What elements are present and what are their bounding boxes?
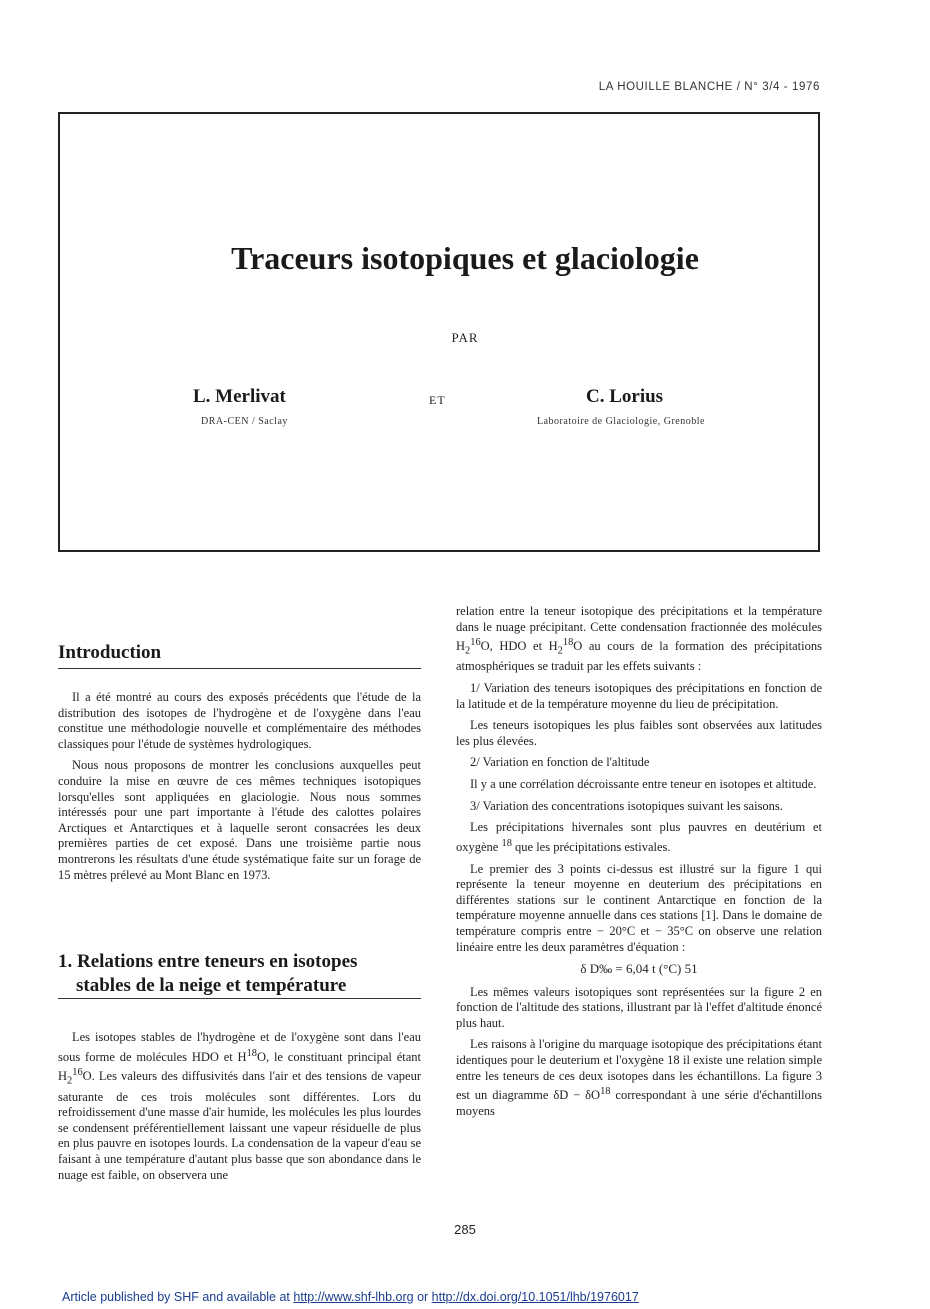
author-merlivat: L. Merlivat	[193, 386, 286, 407]
section1-heading	[58, 950, 421, 998]
text-run: O. Les valeurs des diffusivités dans l'air et des tensions de vapeur saturante de ces trois molécules sont différentes. Lors du refroidissement d'une masse d'air humide, les molécules les plus lourdes se condensent préférentiellement laissant une vapeur résiduelle de plus en plus pauvre en isotopes lourds. La condensation de la vapeur d'eau se faisant à une température d'autant plus basse que son abondance dans le nuage est faible, on observera une	[58, 1069, 421, 1182]
superscript: 16	[470, 637, 481, 649]
footer-middle: or	[413, 1290, 432, 1304]
introduction-rule	[58, 668, 421, 669]
journal-header: LA HOUILLE BLANCHE / N° 3/4 - 1976	[598, 81, 820, 93]
section1-body	[58, 1030, 421, 1189]
par-label: PAR	[451, 330, 479, 345]
effect-item-2: 2/ Variation en fonction de l'altitude	[470, 755, 650, 770]
intro-paragraph: Nous nous proposons de montrer les conclusions auxquelles peut conduire la mise en œuvre de ces mêmes techniques isotopiques lorsqu'elles sont appliquées en glaciologie. Nous nous sommes intéressés pour une part importante à l'étude des calottes polaires Arctiques et Antarctiques et à laquelle seront consacrées les deux premières parties de cet exposé. Dans une troisième partie nous montrerons les résultats d'une étude systématique faite sur un forage de 15 mètres prélevé au Mont Blanc en 1973.	[58, 758, 421, 882]
intro-paragraph: Il a été montré au cours des exposés précédents que l'étude de la distribution des isotopes de l'hydrogène et de l'oxygène dans l'eau constitue une méthodologie nouvelle et complémentaire des méthodes classiques pour l'étude de systèmes hydrologiques.	[58, 690, 421, 751]
figure2-paragraph: Les mêmes valeurs isotopiques sont représentées sur la figure 2 en fonction de l'altitude des stations, illustrant par là l'effet d'altitude énoncé plus haut.	[456, 984, 822, 1030]
text-run: correspondant à une série d'échantillons moyens	[456, 1088, 822, 1118]
et-label: ET	[429, 393, 446, 407]
text-run: que les précipitations estivales.	[515, 839, 671, 854]
section1-rule	[58, 998, 421, 999]
section1-heading-line1: 1. Relations entre teneurs en isotopes	[58, 951, 358, 972]
effect-item-1: 1/ Variation des teneurs isotopiques des précipitations en fonction de la latitude et de la température moyenne du lieu de précipitation.	[456, 681, 822, 711]
subscript: 2	[557, 645, 563, 657]
superscript: 18	[501, 837, 512, 849]
superscript: 16	[72, 1067, 83, 1079]
footer-prefix: Article published by SHF and available at	[62, 1290, 294, 1304]
text-run: Les raisons à l'origine du marquage isotopique des précipitations étant identiques pour le deuterium et l'oxygène 18 il existe une relation simple entre les teneurs de ces deux isotopes dans les échantillons. La figure 3 est un diagramme δD − δO	[456, 1037, 822, 1103]
affiliation-merlivat: DRA-CEN / Saclay	[201, 416, 288, 427]
superscript: 18	[562, 637, 574, 649]
superscript: 18	[246, 1047, 257, 1059]
effect-item-3: 3/ Variation des concentrations isotopiques suivant les saisons.	[470, 798, 783, 813]
section1-paragraph	[58, 1030, 421, 1183]
publication-footer	[62, 1290, 639, 1304]
text-run: O, HDO et H	[480, 639, 558, 654]
figure1-paragraph: Le premier des 3 points ci-dessus est illustré sur la figure 1 qui représente la teneur moyenne en deuterium des précipitations en différentes stations sur le continent Antarctique en fonction de la température moyenne annuelle dans ces stations [1]. Dans le domaine de température compris entre − 20°C et − 35°C on observe une relation linéaire entre les deux paramètres d'équation :	[456, 861, 822, 954]
superscript: 18	[600, 1086, 611, 1098]
text-run: O au cours de la formation des précipitations atmosphériques se traduit par les effets suivants :	[456, 639, 822, 674]
shf-link[interactable]: http://www.shf-lhb.org	[293, 1290, 414, 1304]
subscript: 2	[465, 645, 471, 657]
text-run: Les isotopes stables de l'hydrogène et de l'oxygène sont dans l'eau sous forme de molécules HDO et H	[58, 1030, 421, 1064]
section1-heading-line2: stables de la neige et température	[76, 975, 347, 996]
subscript: 2	[67, 1076, 73, 1087]
text-run: relation entre la teneur isotopique des précipitations et la température dans le nuage précipitant. Cette condensation fractionnée des molécules H	[456, 604, 822, 654]
text-run: O, le constituant principal étant H	[58, 1049, 421, 1084]
effect-item-3-note	[456, 820, 822, 855]
equation: δ D‰ = 6,04 t (°C) 51	[580, 961, 698, 977]
continued-paragraph	[456, 604, 822, 675]
effect-item-2-note: Il y a une corrélation décroissante entre teneur en isotopes et altitude.	[470, 777, 817, 791]
introduction-body	[58, 690, 421, 889]
author-lorius: C. Lorius	[586, 386, 664, 407]
text-run: Les précipitations hivernales sont plus pauvres en deutérium et oxygène	[456, 820, 822, 854]
figure3-paragraph	[456, 1037, 822, 1119]
page-number: 285	[454, 1222, 476, 1237]
doi-link[interactable]: http://dx.doi.org/10.1051/lhb/1976017	[431, 1290, 639, 1304]
affiliation-lorius: Laboratoire de Glaciologie, Grenoble	[537, 416, 705, 427]
effect-item-1-note: Les teneurs isotopiques les plus faibles sont observées aux latitudes les plus élevées.	[456, 718, 822, 748]
introduction-heading: Introduction	[58, 642, 162, 663]
article-title: Traceurs isotopiques et glaciologie	[231, 240, 699, 276]
right-column-body	[456, 604, 822, 1126]
